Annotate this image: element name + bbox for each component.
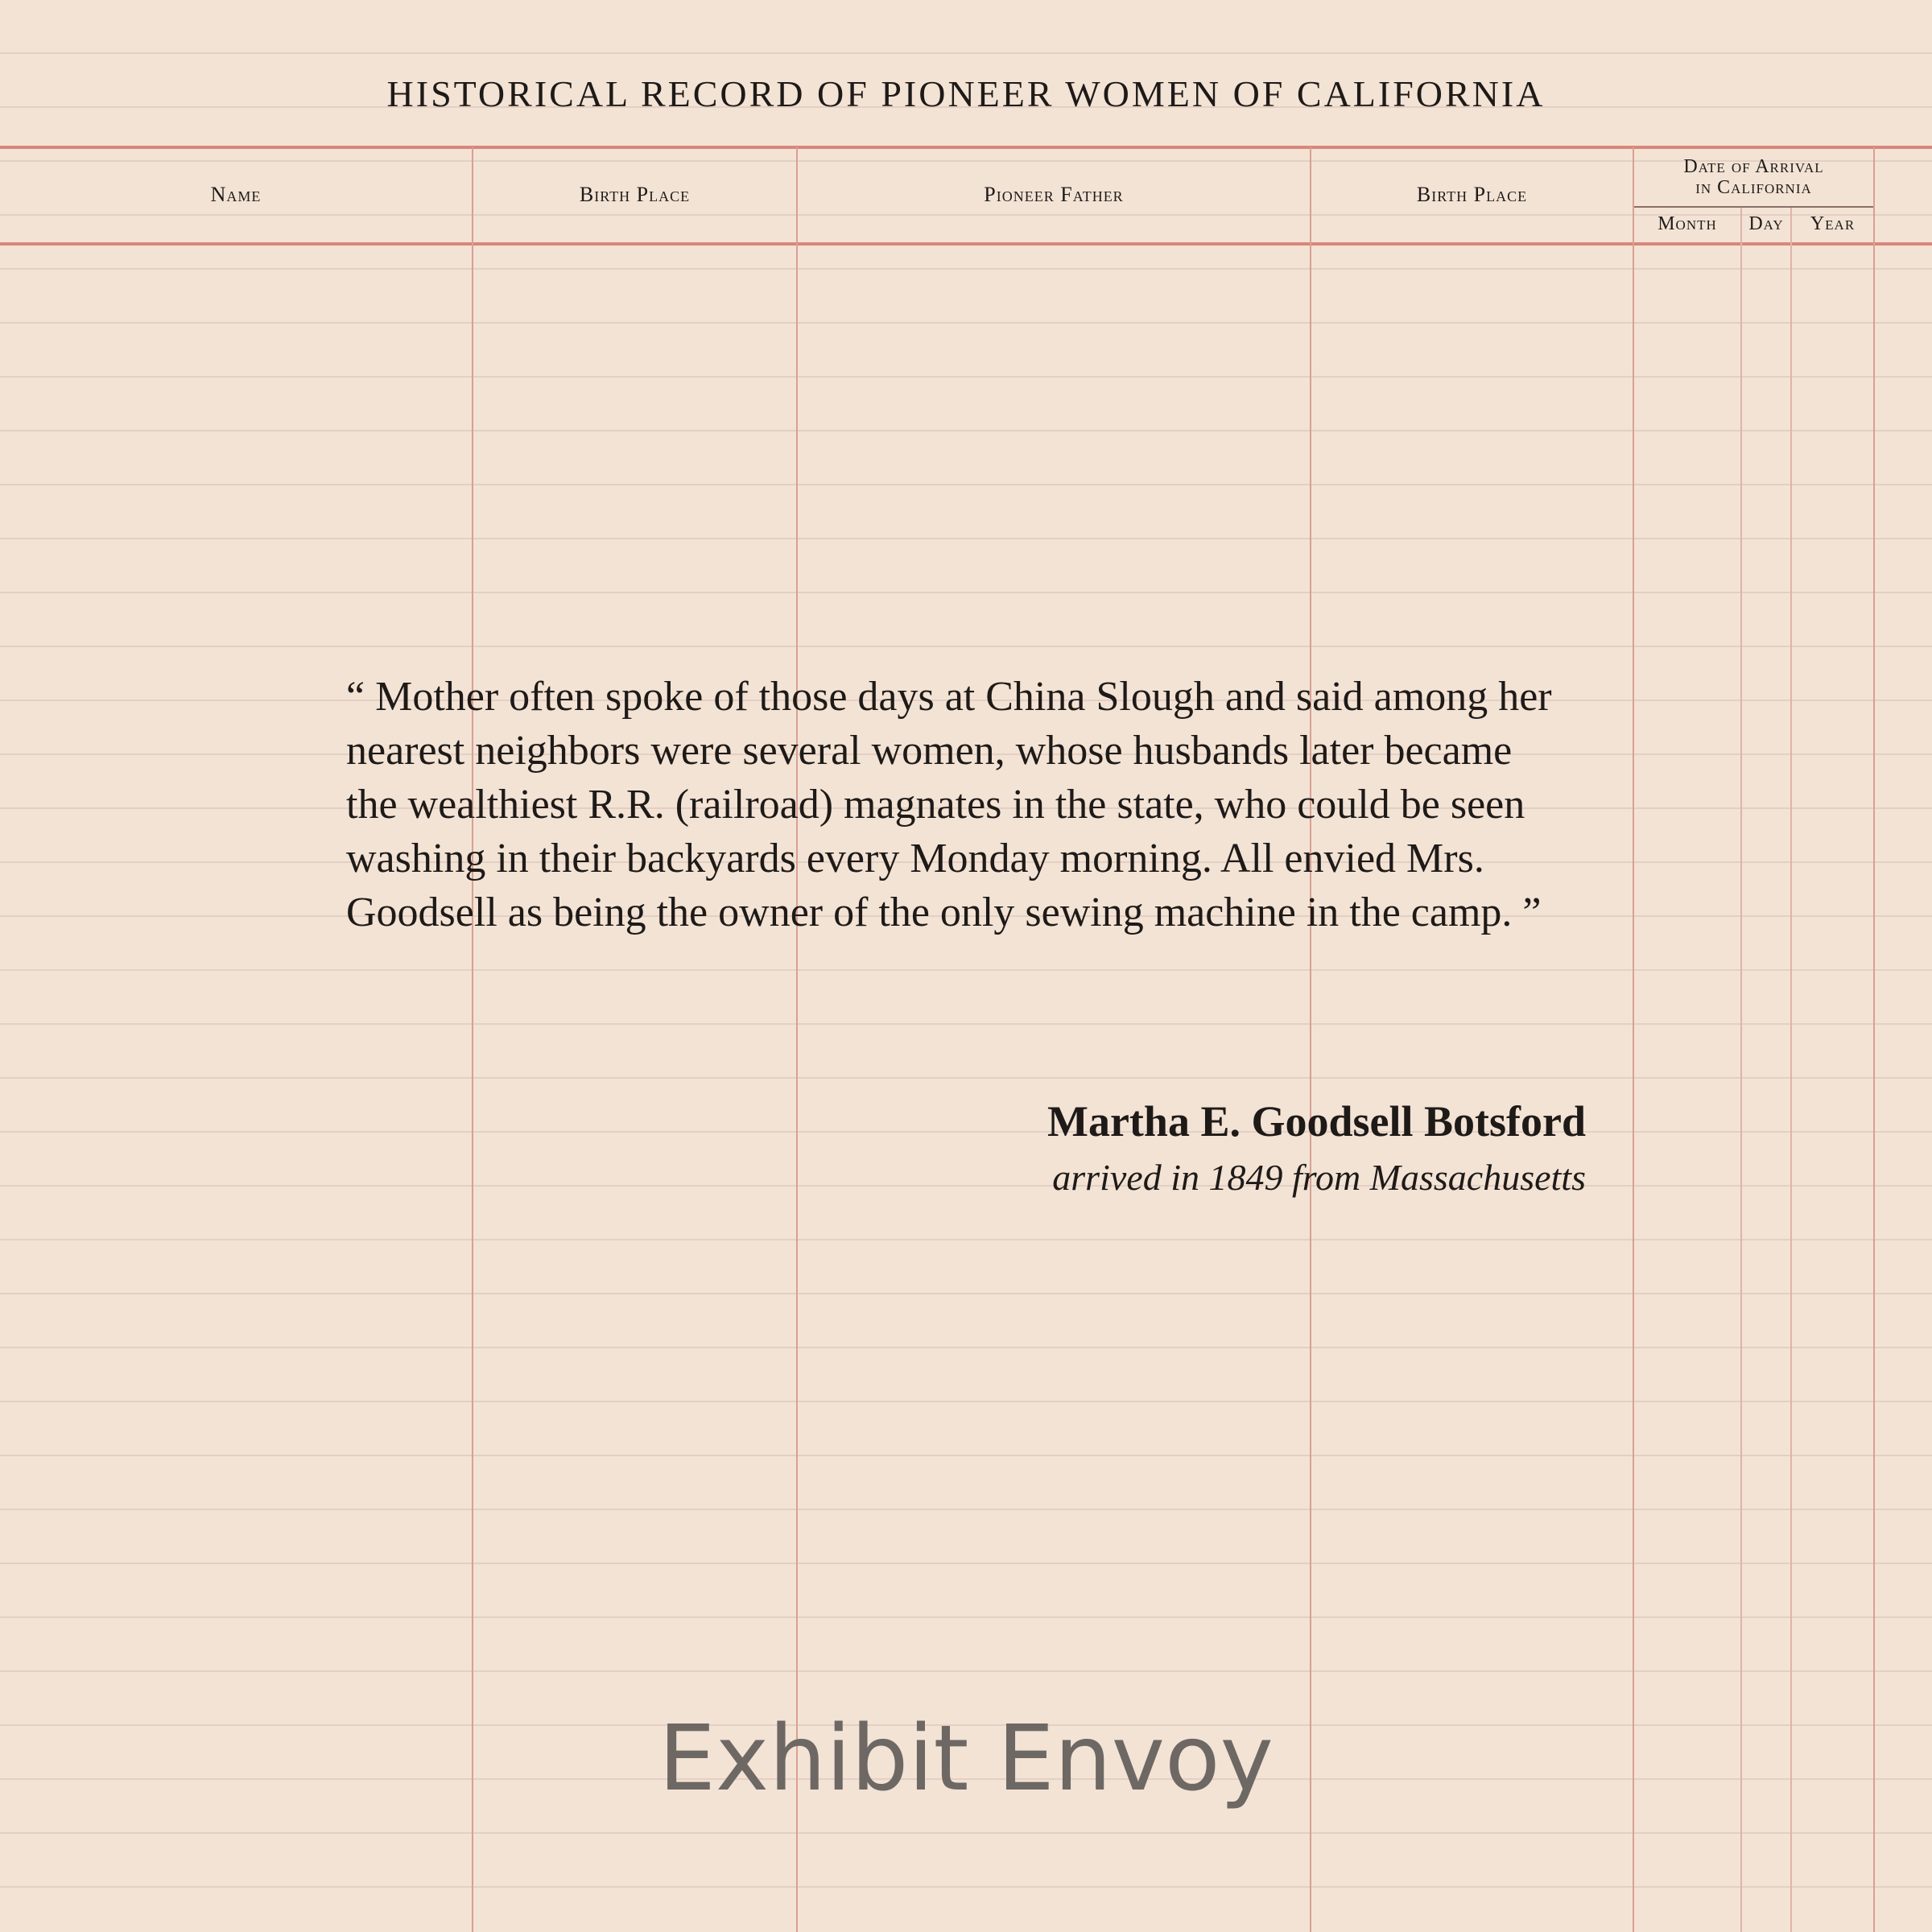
header-top-rule xyxy=(0,146,1932,149)
arrival-sub-rule xyxy=(1634,206,1873,208)
column-divider xyxy=(1873,147,1875,1932)
column-header-name: Name xyxy=(210,183,262,206)
column-header-year: Year xyxy=(1810,213,1856,234)
column-divider xyxy=(1740,208,1742,1932)
column-divider xyxy=(472,147,473,1932)
column-header-month: Month xyxy=(1657,213,1717,234)
column-header-arrival-line1: Date of Arrival xyxy=(1683,156,1824,177)
quote-text: “ Mother often spoke of those days at China Slough and said among her nearest neighbors were several women, whose husbands later became the wealthiest R.R. (railroad) magnates in the state, who could be seen washing in their backyards every Monday morning. All envied Mrs. Goodsell as being the owner of the only sewing machine in the camp. ” xyxy=(346,674,1552,935)
column-header-pioneer-father: Pioneer Father xyxy=(984,183,1124,206)
column-divider xyxy=(796,147,798,1932)
column-header-father-birth-place: Birth Place xyxy=(1416,183,1528,206)
page-title: HISTORICAL RECORD OF PIONEER WOMEN OF CALIFORNIA xyxy=(386,73,1546,114)
brand-logo-text: Exhibit Envoy xyxy=(658,1707,1274,1811)
column-divider xyxy=(1633,147,1634,1932)
author-name: Martha E. Goodsell Botsford xyxy=(1047,1097,1586,1146)
header-bottom-rule xyxy=(0,242,1932,246)
column-divider xyxy=(1310,147,1311,1932)
author-origin: arrived in 1849 from Massachusetts xyxy=(1052,1157,1586,1198)
column-header-day: Day xyxy=(1748,213,1784,234)
column-divider xyxy=(1790,208,1792,1932)
column-header-arrival-line2: in California xyxy=(1695,177,1812,198)
column-header-birth-place: Birth Place xyxy=(579,183,691,206)
